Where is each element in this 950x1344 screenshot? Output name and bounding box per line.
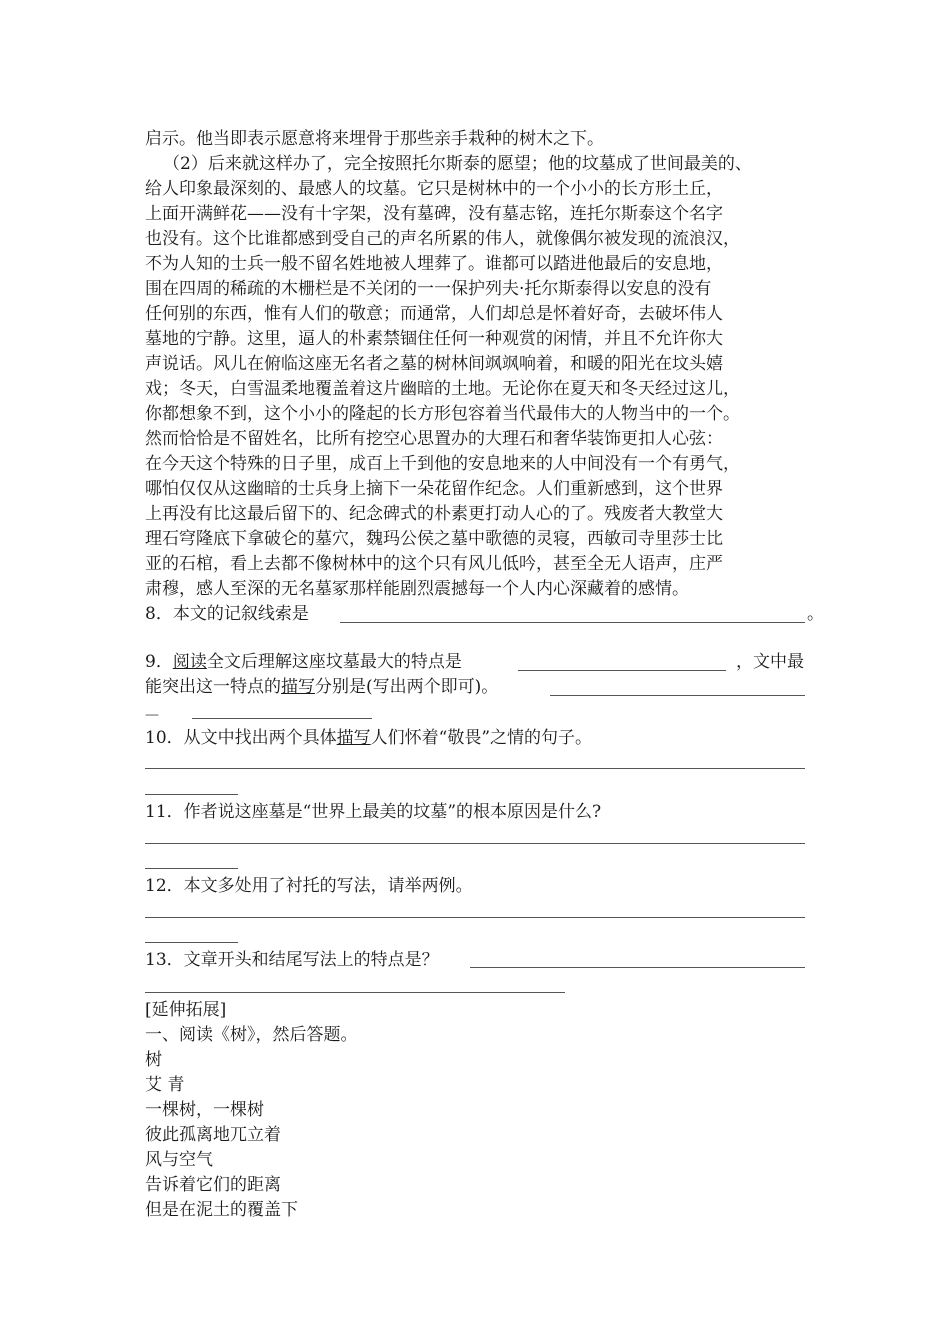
answer-blank-9c[interactable] [192,718,372,719]
poem-line: 但是在泥土的覆盖下 [145,1200,298,1220]
passage-line: 给人印象最深刻的、最感人的坟墓。它只是树林中的一个小小的长方形土丘， [145,179,723,199]
link-reading[interactable]: 阅读 [172,652,207,672]
poem-author: 艾 青 [145,1075,185,1095]
passage-line: 戏；冬天，白雪温柔地覆盖着这片幽暗的土地。无论你在夏天和冬天经过这儿， [145,379,740,399]
passage-line: 肃穆，感人至深的无名墓冢那样能剧烈震撼每一个人内心深藏着的感情。 [145,579,689,599]
answer-line-11b[interactable] [145,868,238,869]
passage-line: （2）后来就这样办了，完全按照托尔斯泰的愿望；他的坟墓成了世间最美的、 [163,154,752,174]
passage-line: 任何别的东西，惟有人们的敬意；而通常，人们却总是怀着好奇，去破坏伟人 [145,304,723,324]
question-9: 9．阅读全文后理解这座坟墓最大的特点是 [145,652,462,672]
passage-line: 围在四周的稀疏的木栅栏是不关闭的一一保护列夫·托尔斯泰得以安息的没有 [145,279,712,299]
poem-title: 树 [145,1050,162,1070]
question-9-dash: — [145,707,159,723]
passage-line: 在今天这个特殊的日子里，成百上千到他的安息地来的人中间没有一个有勇气， [145,454,740,474]
question-8-end: 。 [807,604,824,624]
poem-line: 风与空气 [145,1150,213,1170]
answer-blank-9a[interactable] [518,670,726,671]
question-13: 13．文章开头和结尾写法上的特点是？ [145,950,439,970]
poem-line: 彼此孤离地兀立着 [145,1125,281,1145]
passage-line: 不为人知的士兵一般不留名姓地被人埋葬了。谁都可以踏进他最后的安息地， [145,254,723,274]
answer-blank-9b[interactable] [550,695,805,696]
passage-line: 亚的石棺，看上去都不像树林中的这个只有风儿低吟，甚至全无人语声，庄严 [145,554,723,574]
question-9-line2: 能突出这一特点的描写分别是(写出两个即可)。 [145,677,499,697]
answer-line-12[interactable] [145,917,805,918]
answer-line-12b[interactable] [145,942,238,943]
reading-task: 一、阅读《树》，然后答题。 [145,1025,358,1045]
poem-line: 告诉着它们的距离 [145,1175,281,1195]
passage-line: 然而恰恰是不留姓名，比所有挖空心思置办的大理石和奢华装饰更扣人心弦： [145,429,723,449]
passage-line: 声说话。风儿在俯临这座无名者之墓的树林间飒飒响着，和暖的阳光在坟头嬉 [145,354,723,374]
passage-line: 上再没有比这最后留下的、纪念碑式的朴素更打动人心的了。残废者大教堂大 [145,504,723,524]
passage-line: 墓地的宁静。这里，逼人的朴素禁锢住任何一种观赏的闲情，并且不允许你大 [145,329,723,349]
answer-blank-8[interactable] [340,622,805,623]
answer-line-10[interactable] [145,768,805,769]
passage-line: 启示。他当即表示愿意将来埋骨于那些亲手栽种的树木之下。 [145,129,604,149]
section-heading: [延伸拓展] [145,1000,227,1020]
answer-line-10b[interactable] [145,794,238,795]
question-11: 11．作者说这座墓是“世界上最美的坟墓”的根本原因是什么? [145,802,602,822]
passage-line: 哪怕仅仅从这幽暗的士兵身上摘下一朵花留作纪念。人们重新感到，这个世界 [145,479,723,499]
passage-line: 上面开满鲜花——没有十字架，没有墓碑，没有墓志铭，连托尔斯泰这个名字 [145,204,723,224]
link-describe[interactable]: 描写 [336,728,371,748]
question-10: 10．从文中找出两个具体描写人们怀着“敬畏”之情的句子。 [145,728,593,748]
question-9-after: ，文中最 [736,652,804,672]
question-12: 12．本文多处用了衬托的写法，请举两例。 [145,876,473,896]
answer-line-13b[interactable] [145,992,565,993]
passage-line: 你都想象不到，这个小小的隆起的长方形包容着当代最伟大的人物当中的一个。 [145,404,740,424]
link-describe[interactable]: 描写 [281,677,315,697]
poem-line: 一棵树，一棵树 [145,1100,264,1120]
answer-blank-13[interactable] [470,967,805,968]
question-8: 8．本文的记叙线索是 [145,604,309,624]
answer-line-11[interactable] [145,843,805,844]
passage-line: 也没有。这个比谁都感到受自己的声名所累的伟人，就像偶尔被发现的流浪汉， [145,229,740,249]
passage-line: 理石穹隆底下拿破仑的墓穴，魏玛公侯之墓中歌德的灵寝，西敏司寺里莎士比 [145,529,723,549]
